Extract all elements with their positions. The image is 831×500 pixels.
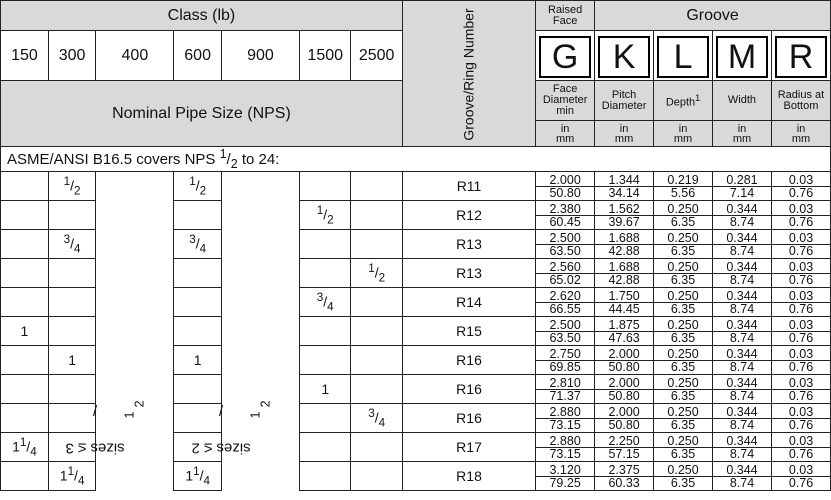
nps-cell-600: 1 <box>174 346 221 375</box>
units-radius: in mm <box>771 121 830 147</box>
nps-cell-1500 <box>300 230 351 259</box>
radius-value: 0.03 0.76 <box>771 259 830 288</box>
groove-ring-number-header: Groove/Ring Number <box>402 1 535 147</box>
pitch-value: 1.688 42.88 <box>595 259 654 288</box>
nps-cell-1500: $^1/_2$ <box>300 201 351 230</box>
class-400: 400 <box>96 31 174 81</box>
nps-cell-150: $1^1/_4$ <box>1 433 49 462</box>
nps-cell-600: $^1/_2$ <box>174 172 221 201</box>
class-title: Class (lb) <box>1 1 403 31</box>
radius-value: 0.03 0.76 <box>771 433 830 462</box>
nps-cell-150 <box>1 259 49 288</box>
nps-cell-2500 <box>351 346 402 375</box>
radius-value: 0.03 0.76 <box>771 346 830 375</box>
nps-cell-1500 <box>300 404 351 433</box>
width-value: 0.344 8.74 <box>713 346 772 375</box>
class-2500: 2500 <box>351 31 402 81</box>
face-value: 2.560 65.02 <box>536 259 595 288</box>
nps-cell-1500 <box>300 172 351 201</box>
face-value: 2.380 60.45 <box>536 201 595 230</box>
nps-cell-300: 1 <box>48 346 95 375</box>
radius-value: 0.03 0.76 <box>771 230 830 259</box>
pitch-value: 2.000 50.80 <box>595 404 654 433</box>
pitch-value: 1.875 47.63 <box>595 317 654 346</box>
letter-m-icon: M <box>716 36 768 78</box>
units-face: in mm <box>536 121 595 147</box>
nps-cell-300 <box>48 317 95 346</box>
nps-cell-600 <box>174 201 221 230</box>
nps-cell-150 <box>1 404 49 433</box>
radius-value: 0.03 0.76 <box>771 317 830 346</box>
letter-k-icon: K <box>598 36 650 78</box>
face-value: 2.750 69.85 <box>536 346 595 375</box>
width-value: 0.344 8.74 <box>713 404 772 433</box>
nps-cell-150 <box>1 462 49 491</box>
letter-k-cell <box>595 31 654 81</box>
nps-cell-2500: $^1/_2$ <box>351 259 402 288</box>
nps-cell-150 <box>1 201 49 230</box>
pitch-diameter-label: Pitch Diameter <box>595 81 654 121</box>
depth-value: 0.250 6.35 <box>654 288 713 317</box>
width-value: 0.344 8.74 <box>713 230 772 259</box>
ring-number: R17 <box>402 433 535 462</box>
class-600: 600 <box>174 31 221 81</box>
nps-cell-600: $1^1/_4$ <box>174 462 221 491</box>
pitch-value: 1.344 34.14 <box>595 172 654 201</box>
nps-cell-1500 <box>300 317 351 346</box>
nps-cell-300: $1^1/_4$ <box>48 462 95 491</box>
width-value: 0.281 7.14 <box>713 172 772 201</box>
width-value: 0.344 8.74 <box>713 201 772 230</box>
ring-number: R15 <box>402 317 535 346</box>
nps-cell-2500 <box>351 462 402 491</box>
face-value: 2.620 66.55 <box>536 288 595 317</box>
class-900: 900 <box>221 31 299 81</box>
nps-cell-600 <box>174 317 221 346</box>
class-1500: 1500 <box>300 31 351 81</box>
depth-value: 0.250 6.35 <box>654 375 713 404</box>
depth-value: 0.250 6.35 <box>654 259 713 288</box>
face-value: 2.880 73.15 <box>536 404 595 433</box>
width-value: 0.344 8.74 <box>713 433 772 462</box>
radius-value: 0.03 0.76 <box>771 375 830 404</box>
nps-cell-150 <box>1 288 49 317</box>
letter-l-icon: L <box>657 36 709 78</box>
radius-value: 0.03 0.76 <box>771 288 830 317</box>
nps-cell-2500 <box>351 433 402 462</box>
nps-cell-150: 1 <box>1 317 49 346</box>
nps-cell-2500 <box>351 317 402 346</box>
letter-l-cell <box>654 31 713 81</box>
groove-header: Groove <box>595 1 831 31</box>
radius-value: 0.03 0.76 <box>771 201 830 230</box>
nps-cell-2500 <box>351 375 402 404</box>
nps-cell-300: $^1/_2$ <box>48 172 95 201</box>
pitch-value: 2.000 50.80 <box>595 375 654 404</box>
letter-r-cell <box>771 31 830 81</box>
ring-number: R14 <box>402 288 535 317</box>
nps-cell-300 <box>48 375 95 404</box>
pitch-value: 2.375 60.33 <box>595 462 654 491</box>
ring-number: R13 <box>402 230 535 259</box>
nps-cell-300 <box>48 259 95 288</box>
class-150: 150 <box>1 31 49 81</box>
radius-value: 0.03 0.76 <box>771 404 830 433</box>
nps-cell-600 <box>174 404 221 433</box>
raised-face-header: Raised Face <box>536 1 595 31</box>
face-value: 2.880 73.15 <box>536 433 595 462</box>
nps-cell-2500 <box>351 288 402 317</box>
ring-number: R13 <box>402 259 535 288</box>
nps-cell-1500: 1 <box>300 375 351 404</box>
units-pitch: in mm <box>595 121 654 147</box>
nps-cell-600 <box>174 259 221 288</box>
class-400-size-limit: sizes ≤ $3^1/$ $_2$ <box>96 172 174 491</box>
depth-value: 0.250 6.35 <box>654 346 713 375</box>
units-width: in mm <box>713 121 772 147</box>
class-900-size-limit: sizes ≤ $2^1/$ $_2$ <box>221 172 299 491</box>
letter-g-icon: G <box>539 36 591 78</box>
depth-value: 0.250 6.35 <box>654 230 713 259</box>
depth-label: Depth$^1$ <box>654 81 713 121</box>
nps-cell-2500: $^3/_4$ <box>351 404 402 433</box>
pitch-value: 2.000 50.80 <box>595 346 654 375</box>
nps-cell-150 <box>1 375 49 404</box>
nps-cell-300 <box>48 288 95 317</box>
ring-number: R16 <box>402 346 535 375</box>
nps-cell-300 <box>48 404 95 433</box>
face-diameter-label: Face Diameter min <box>536 81 595 121</box>
nps-title: Nominal Pipe Size (NPS) <box>1 81 403 147</box>
nps-cell-1500 <box>300 346 351 375</box>
face-value: 3.120 79.25 <box>536 462 595 491</box>
nps-cell-150 <box>1 172 49 201</box>
width-value: 0.344 8.74 <box>713 462 772 491</box>
width-value: 0.344 8.74 <box>713 259 772 288</box>
depth-value: 0.250 6.35 <box>654 462 713 491</box>
nps-cell-1500 <box>300 259 351 288</box>
nps-cell-150 <box>1 346 49 375</box>
face-value: 2.000 50.80 <box>536 172 595 201</box>
ring-number: R12 <box>402 201 535 230</box>
letter-m-cell <box>713 31 772 81</box>
nps-cell-300 <box>48 201 95 230</box>
depth-value: 0.219 5.56 <box>654 172 713 201</box>
nps-cell-1500 <box>300 462 351 491</box>
nps-cell-600: $^3/_4$ <box>174 230 221 259</box>
width-label: Width <box>713 81 772 121</box>
radius-value: 0.03 0.76 <box>771 462 830 491</box>
ring-number: R16 <box>402 375 535 404</box>
nps-cell-2500 <box>351 172 402 201</box>
width-value: 0.344 8.74 <box>713 288 772 317</box>
pitch-value: 1.688 42.88 <box>595 230 654 259</box>
letter-g-cell <box>536 31 595 81</box>
nps-cell-1500: $^3/_4$ <box>300 288 351 317</box>
units-depth: in mm <box>654 121 713 147</box>
ring-number: R11 <box>402 172 535 201</box>
radius-label: Radius at Bottom <box>771 81 830 121</box>
pitch-value: 1.750 44.45 <box>595 288 654 317</box>
face-value: 2.810 71.37 <box>536 375 595 404</box>
nps-cell-300: $^3/_4$ <box>48 230 95 259</box>
nps-cell-1500 <box>300 433 351 462</box>
depth-value: 0.250 6.35 <box>654 404 713 433</box>
face-value: 2.500 63.50 <box>536 317 595 346</box>
nps-cell-150 <box>1 230 49 259</box>
table-row <box>1 172 831 201</box>
pitch-value: 1.562 39.67 <box>595 201 654 230</box>
width-value: 0.344 8.74 <box>713 317 772 346</box>
ring-number: R16 <box>402 404 535 433</box>
nps-cell-2500 <box>351 201 402 230</box>
ring-number: R18 <box>402 462 535 491</box>
letter-r-icon: R <box>775 36 827 78</box>
radius-value: 0.03 0.76 <box>771 172 830 201</box>
depth-value: 0.250 6.35 <box>654 201 713 230</box>
face-value: 2.500 63.50 <box>536 230 595 259</box>
nps-cell-2500 <box>351 230 402 259</box>
nps-cell-600 <box>174 375 221 404</box>
nps-cell-600 <box>174 288 221 317</box>
depth-value: 0.250 6.35 <box>654 317 713 346</box>
width-value: 0.344 8.74 <box>713 375 772 404</box>
class-300: 300 <box>48 31 95 81</box>
depth-value: 0.250 6.35 <box>654 433 713 462</box>
coverage-note: ASME/ANSI B16.5 covers NPS $^1/_2$ to 24: <box>1 147 831 172</box>
pitch-value: 2.250 57.15 <box>595 433 654 462</box>
